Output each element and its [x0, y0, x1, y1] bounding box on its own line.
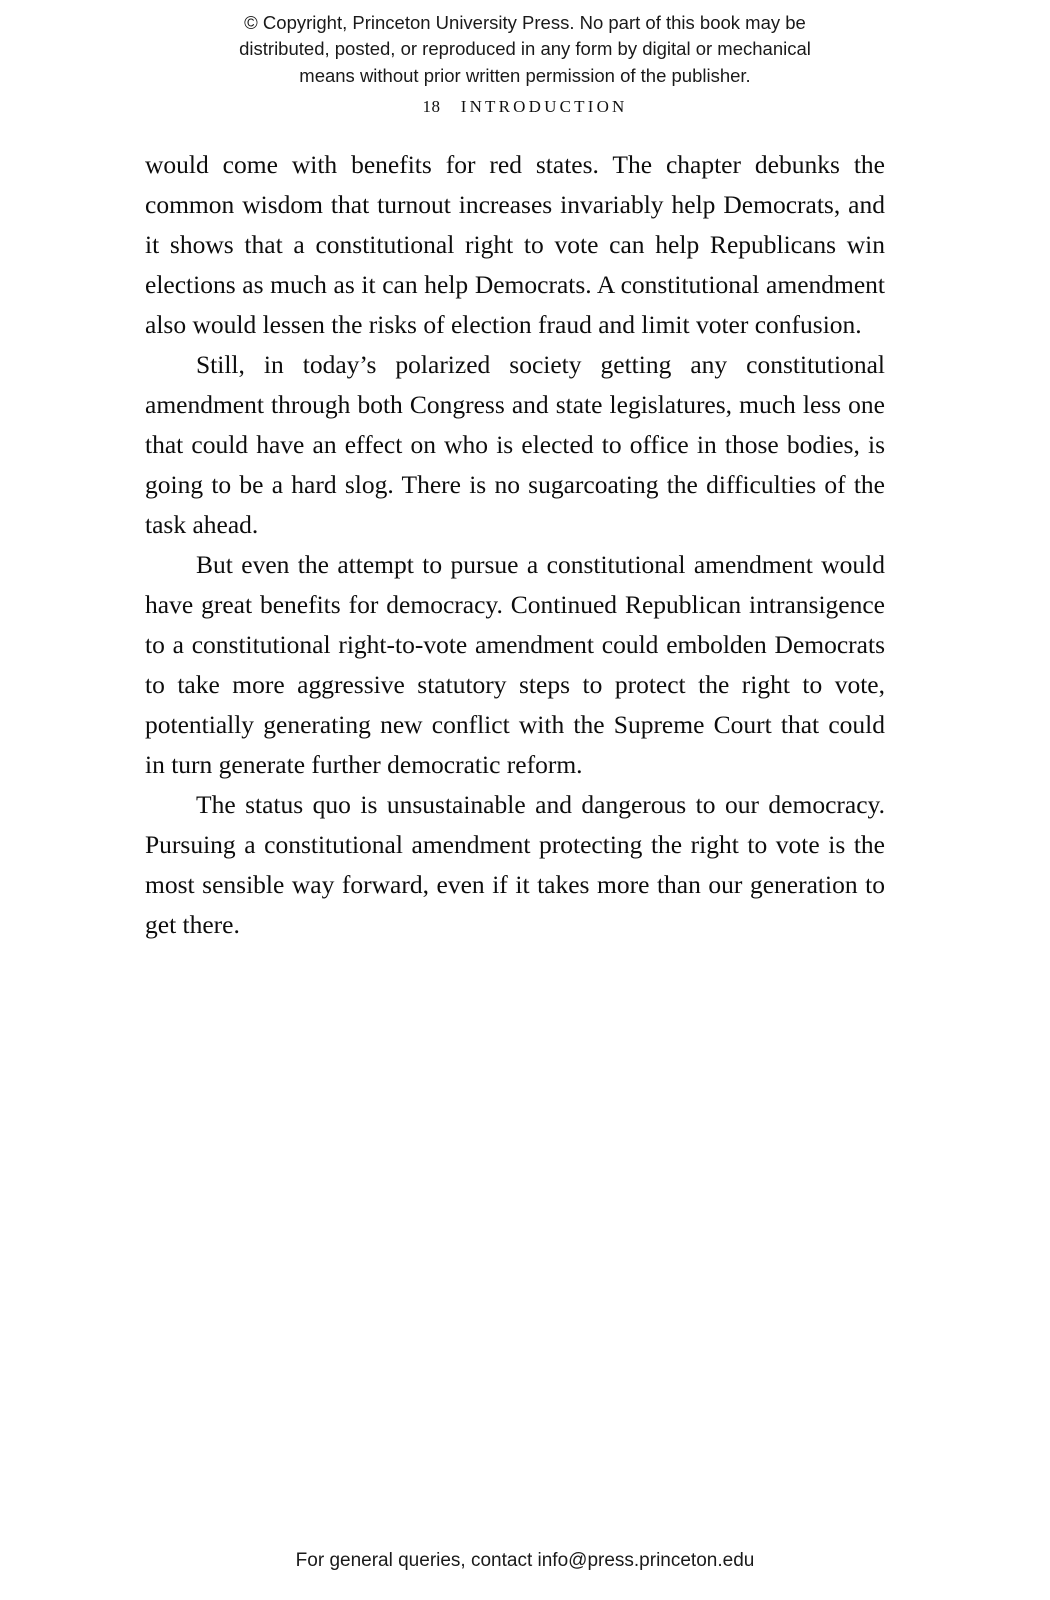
copyright-notice	[0, 10, 1050, 89]
copyright-line-2: distributed, posted, or reproduced in any form by digital or mechanical	[239, 38, 811, 60]
page-number: 18	[422, 97, 441, 116]
copyright-line-1: © Copyright, Princeton University Press. No part of this book may be	[244, 12, 806, 33]
body-text	[145, 145, 885, 945]
paragraph: Still, in today’s polarized society getting any constitutional amendment through both Congress and state legislatures, much less one that could have an effect on who is elected to office in those bodies, is going to be a hard slog. There is no sugarcoating the difficulties of the task ahead.	[145, 350, 885, 539]
footer-note: For general queries, contact info@press.princeton.edu	[295, 1550, 755, 1571]
running-head	[0, 97, 1050, 117]
copyright-line-3: means without prior written permission of the publisher.	[299, 64, 751, 86]
paragraph: The status quo is unsustainable and dangerous to our democracy. Pursuing a constitutional amendment protecting the right to vote is the most sensible way forward, even if it takes more than our generation to get there.	[145, 790, 885, 939]
paragraph: would come with benefits for red states. The chapter debunks the common wisdom that turnout increases invariably help Democrats, and it shows that a constitutional right to vote can help Republicans win elections as much as it can help Democrats. A constitutional amendment also would lessen the risks of election fraud and limit voter confusion.	[145, 150, 885, 339]
chapter-title: INTRODUCTION	[460, 97, 628, 116]
paragraph: But even the attempt to pursue a constitutional amendment would have great benefits for democracy. Continued Republican intransigence to a constitutional right-to-vote amendment could embolden Democrats to take more aggressive statutory steps to protect the right to vote, potentially generating new conflict with the Supreme Court that could in turn generate further democratic reform.	[145, 550, 885, 779]
